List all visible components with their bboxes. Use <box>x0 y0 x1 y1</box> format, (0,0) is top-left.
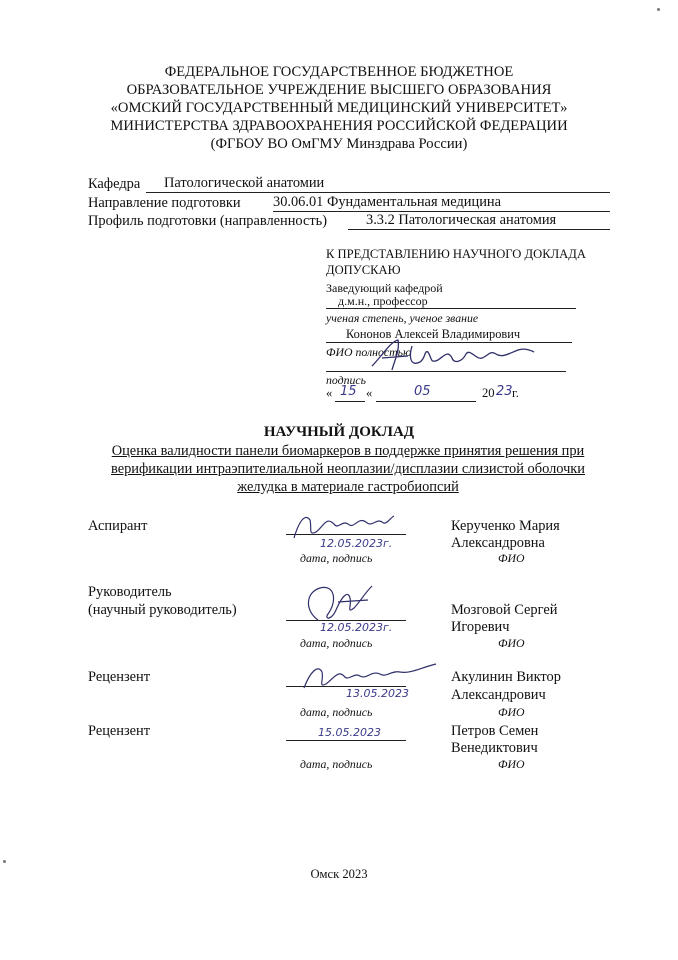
person-name-line-1: Петров Семен <box>451 723 539 739</box>
head-signature-image <box>368 336 538 376</box>
fio-caption: ФИО <box>498 551 525 565</box>
person-name-line-2: Игоревич <box>451 619 510 635</box>
profile-label: Профиль подготовки (направленность) <box>88 213 328 229</box>
person-name-line-2: Венедиктович <box>451 740 538 756</box>
profile-value: 3.3.2 Патологическая анатомия <box>366 212 557 228</box>
handwritten-date: 12.05.2023г. <box>320 537 393 550</box>
header-line-2: ОБРАЗОВАТЕЛЬНОЕ УЧРЕЖДЕНИЕ ВЫСШЕГО ОБРАЗОВАНИЯ <box>126 82 552 98</box>
person-name-line-1: Акулинин Виктор <box>451 669 561 685</box>
signature-caption: подпись <box>326 373 367 387</box>
signature-line <box>286 740 406 741</box>
profile-underline <box>348 229 610 230</box>
handwritten-date: 13.05.2023 <box>346 687 409 700</box>
date-month: 05 <box>414 384 431 399</box>
name-caption: ФИО полностью <box>326 345 412 359</box>
head-name-value: Кононов Алексей Владимирович <box>346 327 521 341</box>
scan-speck <box>657 8 660 11</box>
header-line-3: «ОМСКИЙ ГОСУДАРСТВЕННЫЙ МЕДИЦИНСКИЙ УНИВЕРСИТЕТ» <box>110 100 568 116</box>
header-line-4: МИНИСТЕРСТВА ЗДРАВООХРАНЕНИЯ РОССИЙСКОЙ ФЕДЕРАЦИИ <box>110 118 568 134</box>
direction-value: 30.06.01 Фундаментальная медицина <box>273 194 501 210</box>
signature-caption: дата, подпись <box>300 705 373 719</box>
role-label: Аспирант <box>88 518 148 534</box>
degree-caption: ученая степень, ученое звание <box>326 311 479 325</box>
signature-caption: дата, подпись <box>300 636 373 650</box>
fio-caption: ФИО <box>498 757 525 771</box>
handwritten-date: 15.05.2023 <box>318 726 381 739</box>
role-label: Рецензент <box>88 669 151 685</box>
signature-caption: дата, подпись <box>300 757 373 771</box>
fio-caption: ФИО <box>498 636 525 650</box>
topic-line-3: желудка в материале гастробиопсий <box>237 479 459 495</box>
header-line-5: (ФГБОУ ВО ОмГМУ Минздрава России) <box>210 136 468 152</box>
date-mid-quote: « <box>366 386 373 400</box>
date-year-prefix: 20 <box>482 386 495 400</box>
signature-caption: дата, подпись <box>300 551 373 565</box>
person-name-line-1: Мозговой Сергей <box>451 602 558 618</box>
degree-value: д.м.н., профессор <box>338 294 428 308</box>
date-year-suffix-g: г. <box>512 386 519 400</box>
fio-caption: ФИО <box>498 705 525 719</box>
date-day: 15 <box>340 384 357 399</box>
city-year: Омск 2023 <box>310 867 368 881</box>
month-underline <box>376 401 476 402</box>
date-year-suffix: 23 <box>496 384 513 399</box>
report-title: НАУЧНЫЙ ДОКЛАД <box>263 424 415 440</box>
role-label: Руководитель <box>88 584 172 600</box>
department-underline <box>146 192 610 193</box>
department-value: Патологической анатомии <box>164 175 325 191</box>
department-label: Кафедра <box>88 176 141 192</box>
topic-line-1: Оценка валидности панели биомаркеров в поддержке принятия решения при <box>111 443 585 459</box>
header-line-1: ФЕДЕРАЛЬНОЕ ГОСУДАРСТВЕННОЕ БЮДЖЕТНОЕ <box>164 64 514 80</box>
direction-label: Направление подготовки <box>88 195 241 211</box>
person-name-line-1: Керученко Мария <box>451 518 560 534</box>
topic-line-2: верификации интраэпителиальной неоплазии/дисплазии слизистой оболочки <box>110 461 586 477</box>
person-name-line-2: Александрович <box>451 687 546 703</box>
person-name-line-2: Александровна <box>451 535 545 551</box>
role-label: Рецензент <box>88 723 151 739</box>
head-of-department-label: Заведующий кафедрой <box>326 281 443 295</box>
approval-line-2: ДОПУСКАЮ <box>326 263 401 277</box>
day-underline <box>335 401 365 402</box>
role-label-secondary: (научный руководитель) <box>88 602 237 618</box>
date-open-quote: « <box>326 386 333 400</box>
scan-speck <box>3 860 6 863</box>
approval-line-1: К ПРЕДСТАВЛЕНИЮ НАУЧНОГО ДОКЛАДА <box>326 247 586 261</box>
handwritten-date: 12.05.2023г. <box>320 621 393 634</box>
